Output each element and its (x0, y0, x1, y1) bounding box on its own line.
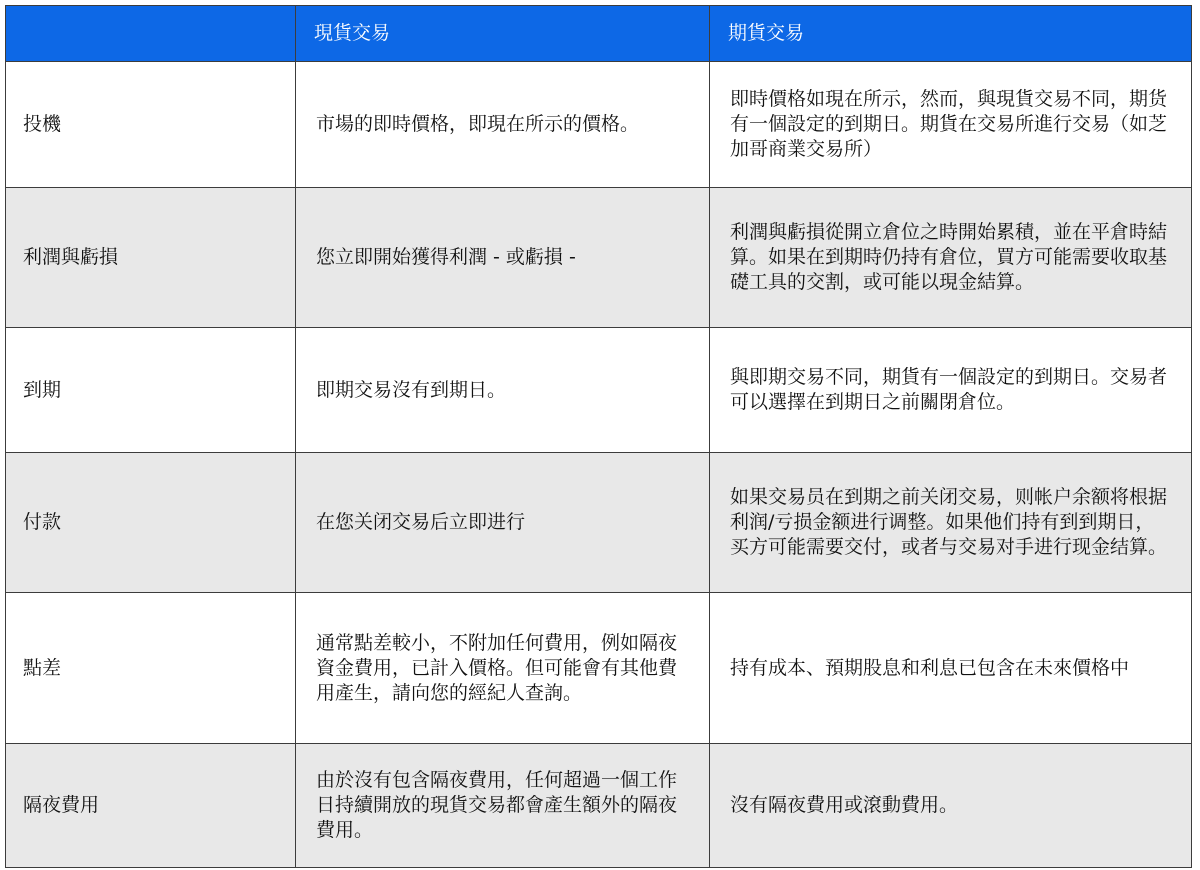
table-row (6, 328, 1192, 453)
futures-cell: 如果交易员在到期之前关闭交易，则帐户余额将根据利润/亏损金额进行调整。如果他们持有到到期日，买方可能需要交付，或者与交易对手进行现金结算。 (710, 453, 1192, 593)
row-label: 到期 (6, 328, 296, 453)
header-row (6, 6, 1192, 62)
spot-cell: 您立即開始獲得利潤 - 或虧損 - (296, 188, 710, 328)
table-header (6, 6, 1192, 62)
row-label: 點差 (6, 593, 296, 744)
futures-cell: 沒有隔夜費用或滾動費用。 (710, 744, 1192, 868)
row-label: 投機 (6, 62, 296, 188)
futures-cell: 持有成本、預期股息和利息已包含在未來價格中 (710, 593, 1192, 744)
spot-cell: 即期交易沒有到期日。 (296, 328, 710, 453)
spot-cell: 市場的即時價格，即現在所示的價格。 (296, 62, 710, 188)
row-label: 付款 (6, 453, 296, 593)
header-cell-empty (6, 6, 296, 62)
spot-vs-futures-table (5, 5, 1192, 868)
futures-cell: 利潤與虧損從開立倉位之時開始累積，並在平倉時結算。如果在到期時仍持有倉位，買方可能需要收取基礎工具的交割，或可能以現金結算。 (710, 188, 1192, 328)
spot-cell: 由於沒有包含隔夜費用，任何超過一個工作日持續開放的現貨交易都會產生額外的隔夜費用。 (296, 744, 710, 868)
header-cell-spot: 現貨交易 (296, 6, 710, 62)
row-label: 利潤與虧損 (6, 188, 296, 328)
row-label: 隔夜費用 (6, 744, 296, 868)
table-row (6, 62, 1192, 188)
table-body (6, 62, 1192, 868)
futures-cell: 與即期交易不同，期貨有一個設定的到期日。交易者可以選擇在到期日之前關閉倉位。 (710, 328, 1192, 453)
comparison-table-wrapper (5, 5, 1192, 868)
table-row (6, 188, 1192, 328)
table-row (6, 453, 1192, 593)
header-cell-futures: 期貨交易 (710, 6, 1192, 62)
futures-cell: 即時價格如現在所示，然而，與現貨交易不同，期货有一個設定的到期日。期貨在交易所進行交易（如芝加哥商業交易所） (710, 62, 1192, 188)
spot-cell: 在您关闭交易后立即进行 (296, 453, 710, 593)
spot-cell: 通常點差較小，不附加任何費用，例如隔夜資金費用，已計入價格。但可能會有其他費用產生，請向您的經紀人查詢。 (296, 593, 710, 744)
table-row (6, 593, 1192, 744)
table-row (6, 744, 1192, 868)
